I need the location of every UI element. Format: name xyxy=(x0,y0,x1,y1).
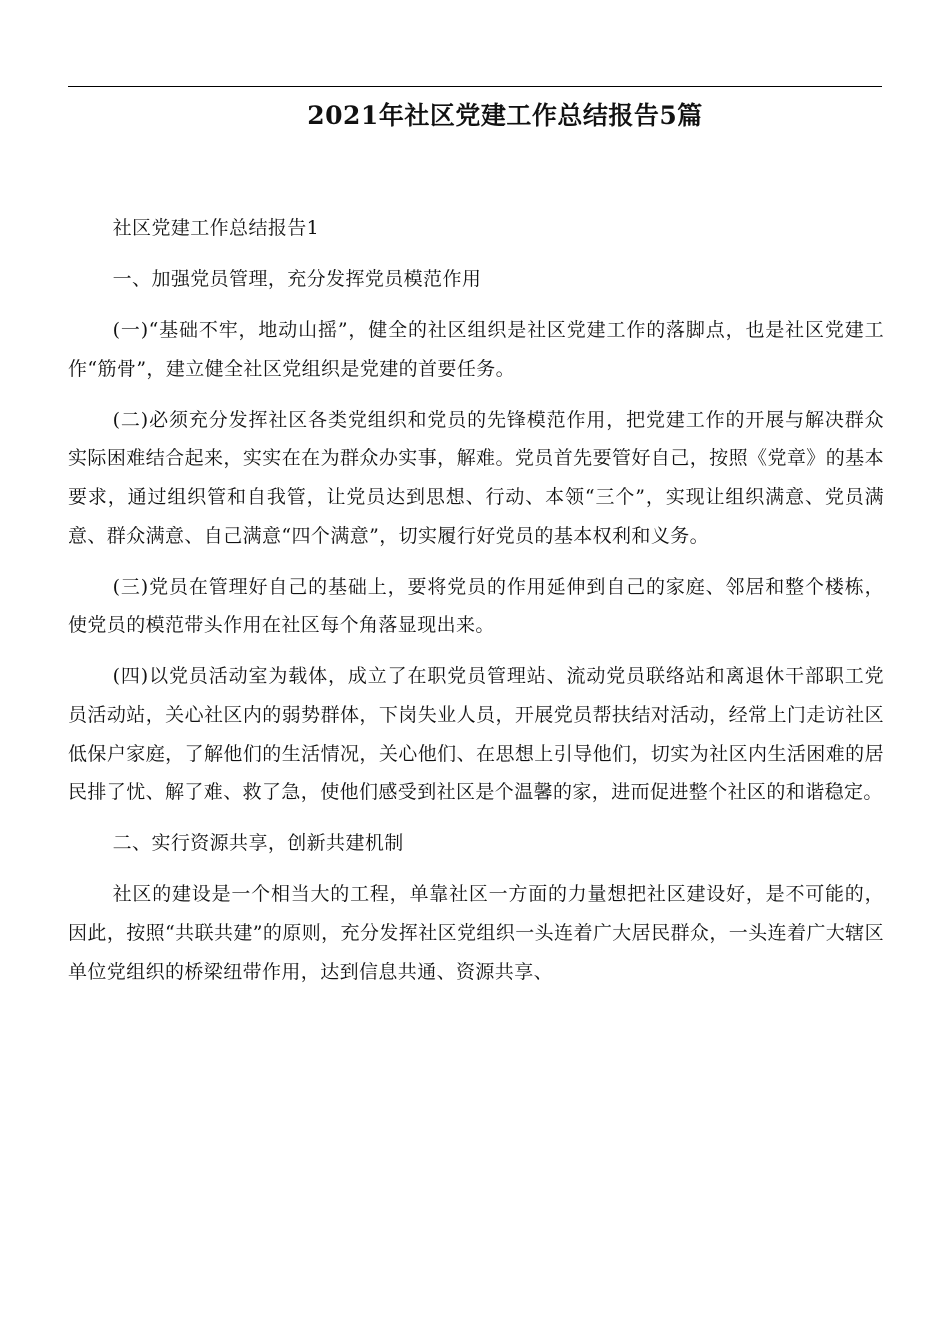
body-paragraph: (二)必须充分发挥社区各类党组织和党员的先锋模范作用，把党建工作的开展与解决群众实际困难结合起来，实实在在为群众办实事，解难。党员首先要管好自己，按照《党章》的基本要求，通过组织管和自我管，让党员达到思想、行动、本领“三个”，实现让组织满意、党员满意、群众满意、自己满意“四个满意”，切实履行好党员的基本权利和义务。 xyxy=(68,408,884,547)
body-paragraph: 社区的建设是一个相当大的工程，单靠社区一方面的力量想把社区建设好，是不可能的，因此，按照“共联共建”的原则，充分发挥社区党组织一头连着广大居民群众，一头连着广大辖区单位党组织的桥梁纽带作用，达到信息共通、资源共享、 xyxy=(68,883,884,983)
body-paragraph: (四)以党员活动室为载体，成立了在职党员管理站、流动党员联络站和离退休干部职工党员活动站，关心社区内的弱势群体，下岗失业人员，开展党员帮扶结对活动，经常上门走访社区低保户家庭，了解他们的生活情况，关心他们、在思想上引导他们，切实为社区内生活困难的居民排了忧、解了难、救了急，使他们感受到社区是个温馨的家，进而促进整个社区的和谐稳定。 xyxy=(68,665,884,804)
report-subtitle: 社区党建工作总结报告1 xyxy=(112,217,320,239)
section-heading-2: 二、实行资源共享，创新共建机制 xyxy=(112,832,404,855)
document-title: 2021年社区党建工作总结报告5篇 xyxy=(307,101,703,130)
document-body xyxy=(68,209,884,1004)
section-heading-1: 一、加强党员管理，充分发挥党员模范作用 xyxy=(112,268,482,291)
header-rule xyxy=(68,86,882,87)
body-paragraph: (一)“基础不牢，地动山摇”，健全的社区组织是社区党建工作的落脚点，也是社区党建工作“筋骨”，建立健全社区党组织是党建的首要任务。 xyxy=(68,319,884,380)
body-paragraph: (三)党员在管理好自己的基础上，要将党员的作用延伸到自己的家庭、邻居和整个楼栋，使党员的模范带头作用在社区每个角落显现出来。 xyxy=(68,575,884,637)
